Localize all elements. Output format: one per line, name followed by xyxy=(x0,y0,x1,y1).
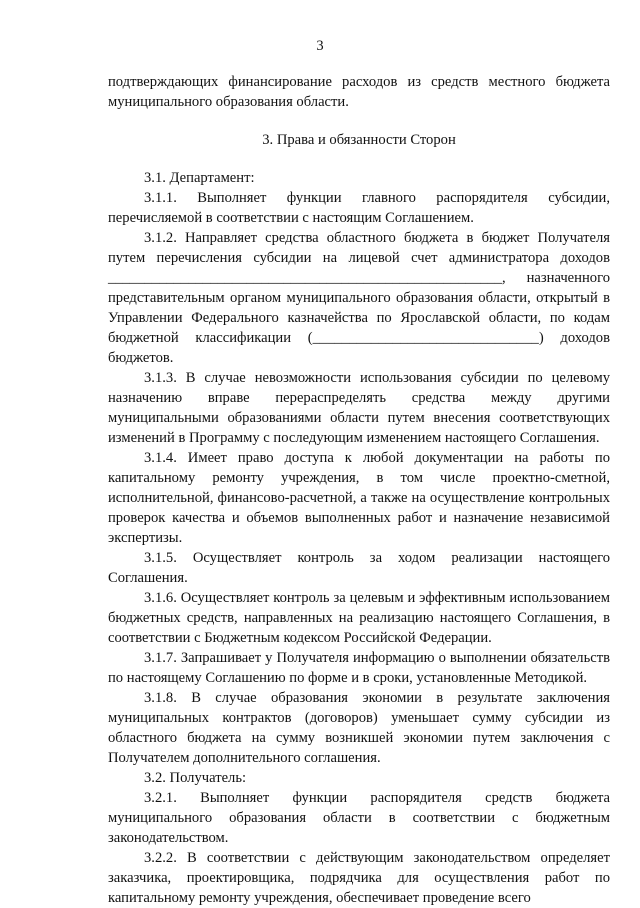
document-body xyxy=(108,72,610,908)
intro-paragraph: подтверждающих финансирование расходов из средств местного бюджета муниципального образования области. xyxy=(108,74,610,110)
paragraph-3-1-2: 3.1.2. Направляет средства областного бюджета в бюджет Получателя путем перечисления субсидии на лицевой счет администратора доходов ______________________________________________________, назначенного представительным органом муниципального образования области, открытый в Управлении Федерального казначейства по Ярославской области, по кодам бюджетной классификации (_______________________________) доходов бюджетов. xyxy=(108,230,610,366)
paragraph-3-1-7: 3.1.7. Запрашивает у Получателя информацию о выполнении обязательств по настоящему Соглашению по форме и в сроки, установленные Методикой. xyxy=(108,650,610,686)
paragraph-3-1-5: 3.1.5. Осуществляет контроль за ходом реализации настоящего Соглашения. xyxy=(108,550,610,586)
paragraph-3-1: 3.1. Департамент: xyxy=(144,170,255,186)
paragraph-3-1-8: 3.1.8. В случае образования экономии в результате заключения муниципальных контрактов (договоров) уменьшает сумму субсидии из областного бюджета на сумму возникшей экономии путем заключения с Получателем дополнительного соглашения. xyxy=(108,690,610,766)
section-title: 3. Права и обязанности Сторон xyxy=(262,132,456,148)
paragraph-3-2-2: 3.2.2. В соответствии с действующим законодательством определяет заказчика, проектировщика, подрядчика для осуществления работ по капитальному ремонту учреждения, обеспечивает проведение всего xyxy=(108,850,610,906)
paragraph-3-1-6: 3.1.6. Осуществляет контроль за целевым и эффективным использованием бюджетных средств, направленных на реализацию настоящего Соглашения, в соответствии с Бюджетным кодексом Российской Федерации. xyxy=(108,590,610,646)
page-number: 3 xyxy=(316,38,324,54)
paragraph-3-2: 3.2. Получатель: xyxy=(144,770,247,786)
paragraph-3-1-4: 3.1.4. Имеет право доступа к любой документации на работы по капитальному ремонту учреждения, в том числе проектно-сметной, исполнительной, финансово-расчетной, а также на осуществление контрольных проверок качества и объемов выполненных работ и назначение независимой экспертизы. xyxy=(108,450,610,546)
paragraph-3-2-1: 3.2.1. Выполняет функции распорядителя средств бюджета муниципального образования области в соответствии с бюджетным законодательством. xyxy=(108,790,610,846)
paragraph-3-1-3: 3.1.3. В случае невозможности использования субсидии по целевому назначению вправе перераспределять средства между другими муниципальными образованиями области путем внесения соответствующих изменений в Программу с последующим изменением настоящего Соглашения. xyxy=(108,370,610,446)
paragraph-3-1-1: 3.1.1. Выполняет функции главного распорядителя субсидии, перечисляемой в соответствии с настоящим Соглашением. xyxy=(108,190,610,226)
